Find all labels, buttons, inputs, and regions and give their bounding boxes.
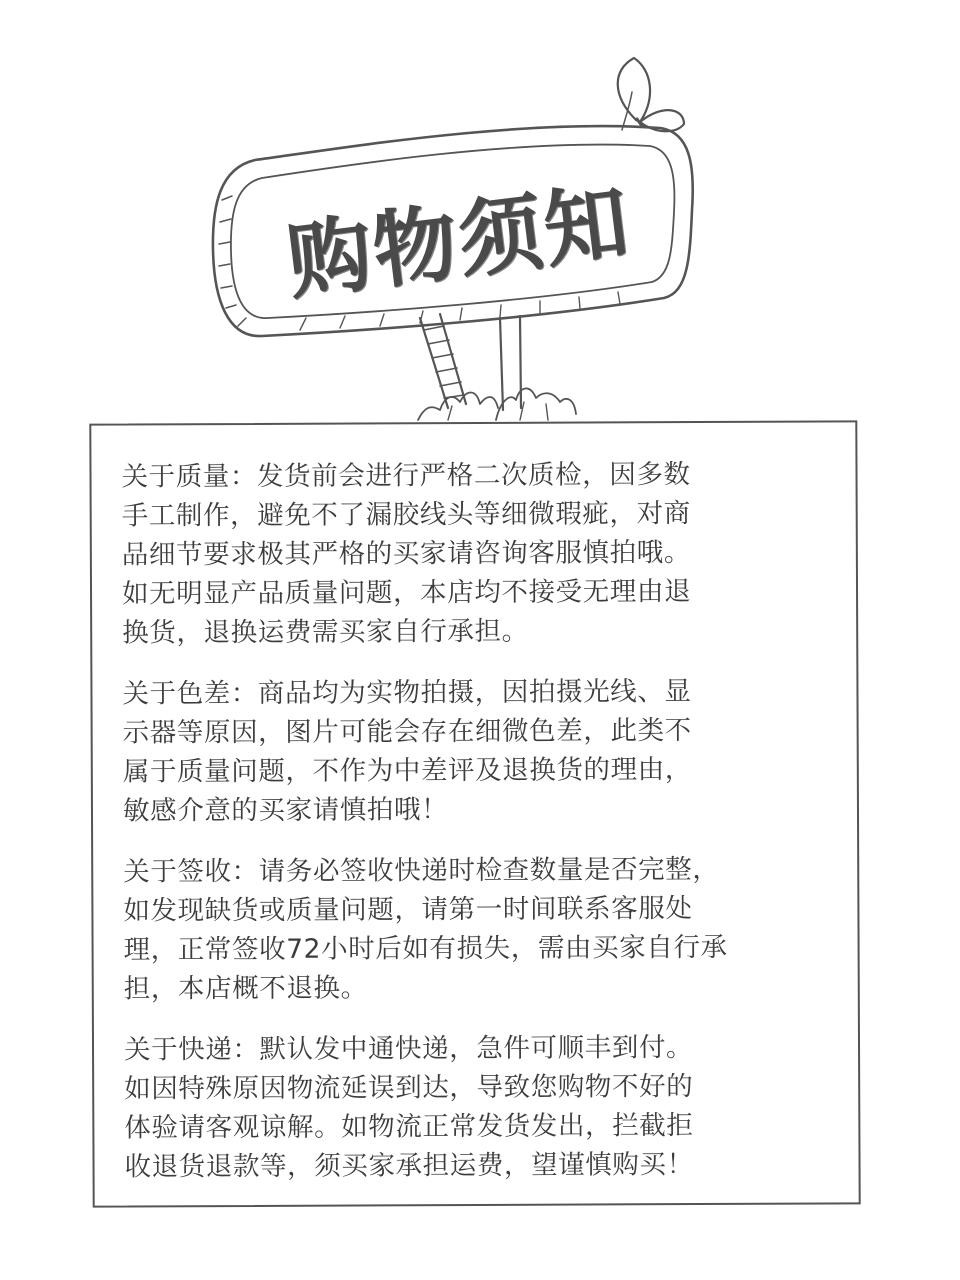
text-line: 示器等原因，图片可能会存在细微色差，此类不 (122, 715, 692, 749)
text-line: 手工制作，避免不了漏胶线头等细微瑕疵，对商 (121, 498, 691, 532)
section-quality (121, 454, 834, 652)
text-line: 关于色差：商品均为实物拍摄，因拍摄光线、显 (122, 676, 692, 710)
text-line: 如发现缺货或质量问题，请第一时间联系客服处 (123, 893, 693, 927)
section-color-difference (122, 671, 835, 830)
text-line: 关于快递：默认发中通快递，急件可顺丰到付。 (123, 1032, 694, 1066)
text-line: 担，本店概不退换。 (123, 972, 368, 1005)
text-line: 理，正常签收72小时后如有损失，需由买家自行承 (123, 931, 728, 966)
page-title: 购物须知 (281, 170, 636, 312)
sign-post (420, 314, 521, 410)
text-line: 属于质量问题，不作为中差评及退换货的理由， (122, 754, 692, 788)
section-receipt (123, 849, 836, 1008)
text-line: 收退货退款等，须买家承担运费，望谨慎购买！ (124, 1149, 694, 1183)
notice-box (89, 420, 860, 1207)
text-line: 关于质量：发货前会进行严格二次质检，因多数 (121, 459, 691, 493)
text-line: 关于签收：请务必签收快递时检查数量是否完整， (123, 853, 720, 888)
text-line: 换货，退换运费需买家自行承担。 (122, 615, 529, 649)
butterfly-icon (618, 58, 684, 131)
text-line: 如因特殊原因物流延误到达，导致您购物不好的 (124, 1071, 694, 1105)
text-line: 敏感介意的买家请慎拍哦！ (122, 794, 449, 827)
text-line: 品细节要求极其严格的买家请咨询客服慎拍哦。 (121, 537, 692, 571)
text-line: 如无明显产品质量问题，本店均不接受无理由退 (121, 576, 692, 610)
text-line: 体验请客观谅解。如物流正常发货发出，拦截拒 (124, 1110, 694, 1144)
grass-tuft (418, 388, 576, 420)
section-shipping (124, 1027, 837, 1186)
